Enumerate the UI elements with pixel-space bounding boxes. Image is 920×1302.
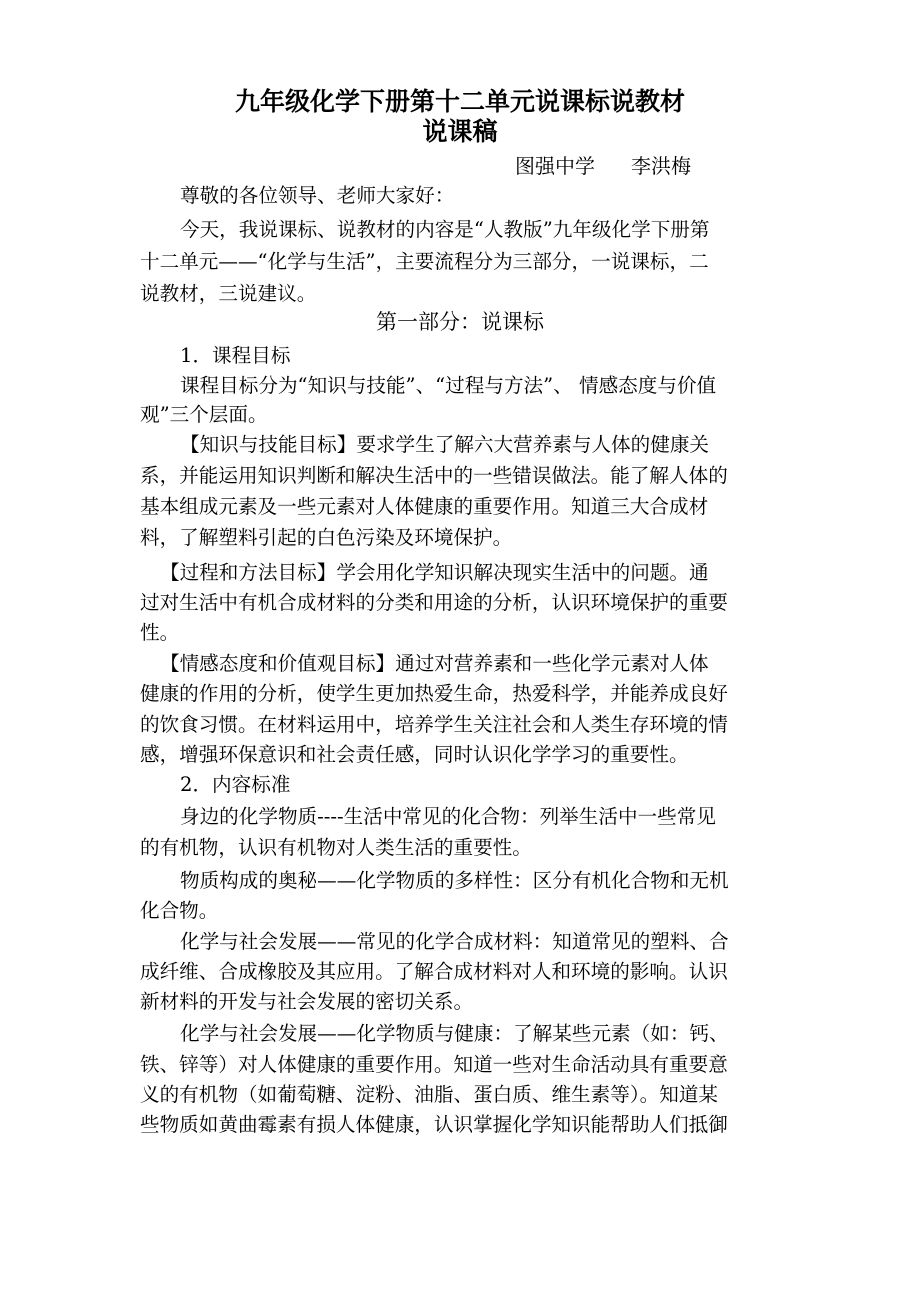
text-line: 系，并能运用知识判断和解决生活中的一些错误做法。能了解人体的 <box>140 464 728 487</box>
section-heading: 第一部分：说课标 <box>376 310 544 334</box>
text-line: 身边的化学物质----生活中常见的化合物：列举生活中一些常见 <box>180 805 716 828</box>
text-line: 健康的作用的分析，使学生更加热爱生命，热爱科学，并能养成良好 <box>140 682 728 705</box>
text-line: 化学与社会发展——常见的化学合成材料：知道常见的塑料、合 <box>180 930 729 953</box>
text-line: 化合物。 <box>140 899 219 922</box>
text-line: 今天，我说课标、说教材的内容是“人教版”九年级化学下册第 <box>180 218 710 241</box>
numbered-heading: 2．内容标准 <box>180 773 291 796</box>
text-line: 铁、锌等）对人体健康的重要作用。知道一些对生命活动具有重要意 <box>140 1053 728 1076</box>
text-line: 【知识与技能目标】要求学生了解六大营养素与人体的健康关 <box>180 433 710 456</box>
author-line <box>515 152 691 180</box>
text-line: 的有机物，认识有机物对人类生活的重要性。 <box>140 836 532 859</box>
text-line: 义的有机物（如葡萄糖、淀粉、油脂、蛋白质、维生素等）。知道某 <box>140 1083 719 1106</box>
text-line: 的饮食习惯。在材料运用中，培养学生关注社会和人类生存环境的情 <box>140 713 728 736</box>
text-line: 性。 <box>140 621 180 644</box>
text-line: 过对生活中有机合成材料的分类和用途的分析，认识环境保护的重要 <box>140 591 728 614</box>
text-line: 些物质如黄曲霉素有损人体健康，认识掌握化学知识能帮助人们抵御 <box>140 1113 728 1136</box>
text-line: 成纤维、合成橡胶及其应用。了解合成材料对人和环境的影响。认识 <box>140 960 728 983</box>
text-line: 基本组成元素及一些元素对人体健康的重要作用。知道三大合成材 <box>140 495 709 518</box>
document-title: 九年级化学下册第十二单元说课标说教材 <box>234 87 685 116</box>
numbered-heading: 1．课程目标 <box>180 344 291 367</box>
text-line: 新材料的开发与社会发展的密切关系。 <box>140 990 474 1013</box>
text-line: 物质构成的奥秘——化学物质的多样性：区分有机化合物和无机 <box>180 869 729 892</box>
text-line: 说教材，三说建议。 <box>140 282 317 305</box>
author-name: 李洪梅 <box>631 154 691 178</box>
text-line: 观”三个层面。 <box>140 403 268 426</box>
document-subtitle: 说课稿 <box>422 117 498 146</box>
text-line: 【过程和方法目标】学会用化学知识解决现实生活中的问题。通 <box>160 561 709 584</box>
text-line: 化学与社会发展——化学物质与健康：了解某些元素（如：钙、 <box>180 1022 729 1045</box>
text-line: 课程目标分为“知识与技能”、“过程与方法”、 情感态度与价值 <box>180 374 717 397</box>
text-line: 十二单元——“化学与生活”，主要流程分为三部分，一说课标，二 <box>140 250 709 273</box>
greeting: 尊敬的各位领导、老师大家好： <box>180 184 455 207</box>
text-line: 感，增强环保意识和社会责任感，同时认识化学学习的重要性。 <box>140 743 689 766</box>
text-line: 料，了解塑料引起的白色污染及环境保护。 <box>140 526 513 549</box>
school-name: 图强中学 <box>515 154 595 178</box>
text-line: 【情感态度和价值观目标】通过对营养素和一些化学元素对人体 <box>160 652 709 675</box>
